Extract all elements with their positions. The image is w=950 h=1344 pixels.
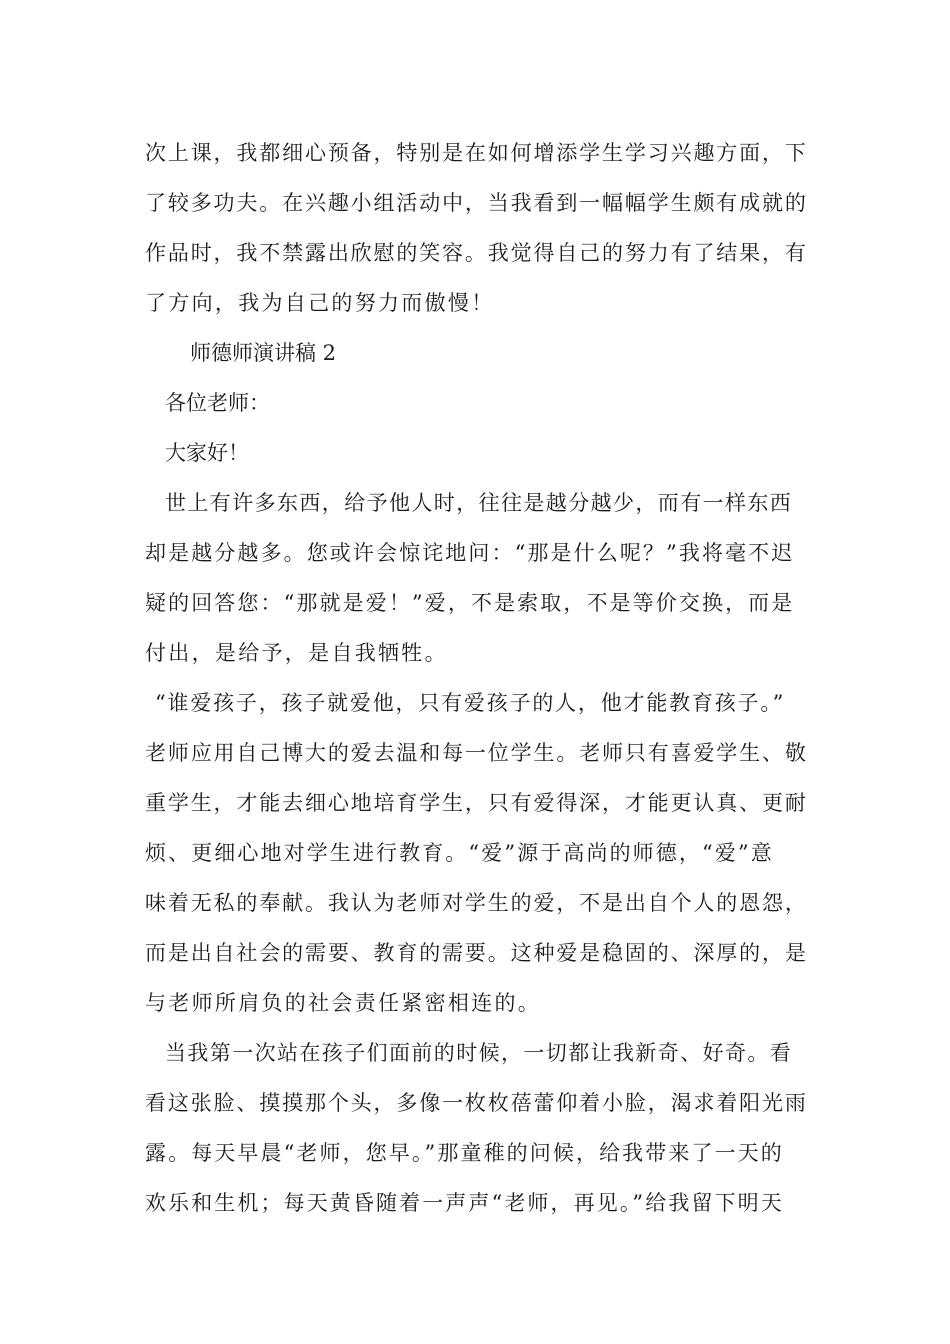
line-10: 疑的回答您：“那就是爱！”爱，不是索取，不是等价交换，而是 — [145, 591, 795, 615]
line-3: 作品时，我不禁露出欣慰的笑容。我觉得自己的努力有了结果，有 — [145, 241, 808, 265]
line-15: 烦、更细心地对学生进行教育。“爱”源于高尚的师德，“爱”意 — [145, 841, 774, 865]
line-18: 与老师所肩负的社会责任紧密相连的。 — [145, 991, 542, 1015]
line-4: 了方向，我为自己的努力而傲慢！ — [145, 291, 495, 315]
line-9: 却是越分越多。您或许会惊诧地问：“那是什么呢？”我将毫不迟 — [145, 541, 795, 565]
line-22: 欢乐和生机；每天黄昏随着一声声“老师，再见。”给我留下明天 — [145, 1191, 784, 1215]
line-16: 味着无私的奉献。我认为老师对学生的爱，不是出自个人的恩怨， — [145, 891, 808, 915]
line-14: 重学生，才能去细心地培育学生，只有爱得深，才能更认真、更耐 — [145, 791, 808, 815]
line-12: “谁爱孩子，孩子就爱他，只有爱孩子的人，他才能教育孩子。” — [155, 691, 786, 715]
line-20: 看这张脸、摸摸那个头，多像一枚枚蓓蕾仰着小脸，渴求着阳光雨 — [145, 1091, 808, 1115]
line-8: 世上有许多东西，给予他人时，往往是越分越少，而有一样东西 — [165, 491, 793, 515]
greeting: 大家好！ — [165, 441, 249, 465]
line-19: 当我第一次站在孩子们面前的时候，一切都让我新奇、好奇。看 — [165, 1041, 793, 1065]
line-21: 露。每天早晨“老师，您早。”那童稚的问候，给我带来了一天的 — [145, 1141, 784, 1165]
line-17: 而是出自社会的需要、教育的需要。这种爱是稳固的、深厚的，是 — [145, 941, 808, 965]
line-1: 次上课，我都细心预备，特别是在如何增添学生学习兴趣方面，下 — [145, 141, 808, 165]
line-11: 付出，是给予，是自我牺牲。 — [145, 641, 448, 665]
line-13: 老师应用自己博大的爱去温和每一位学生。老师只有喜爱学生、敬 — [145, 741, 808, 765]
line-2: 了较多功夫。在兴趣小组活动中，当我看到一幅幅学生颇有成就的 — [145, 191, 808, 215]
salutation: 各位老师： — [165, 391, 270, 415]
section-title: 师德师演讲稿 2 — [190, 341, 337, 365]
